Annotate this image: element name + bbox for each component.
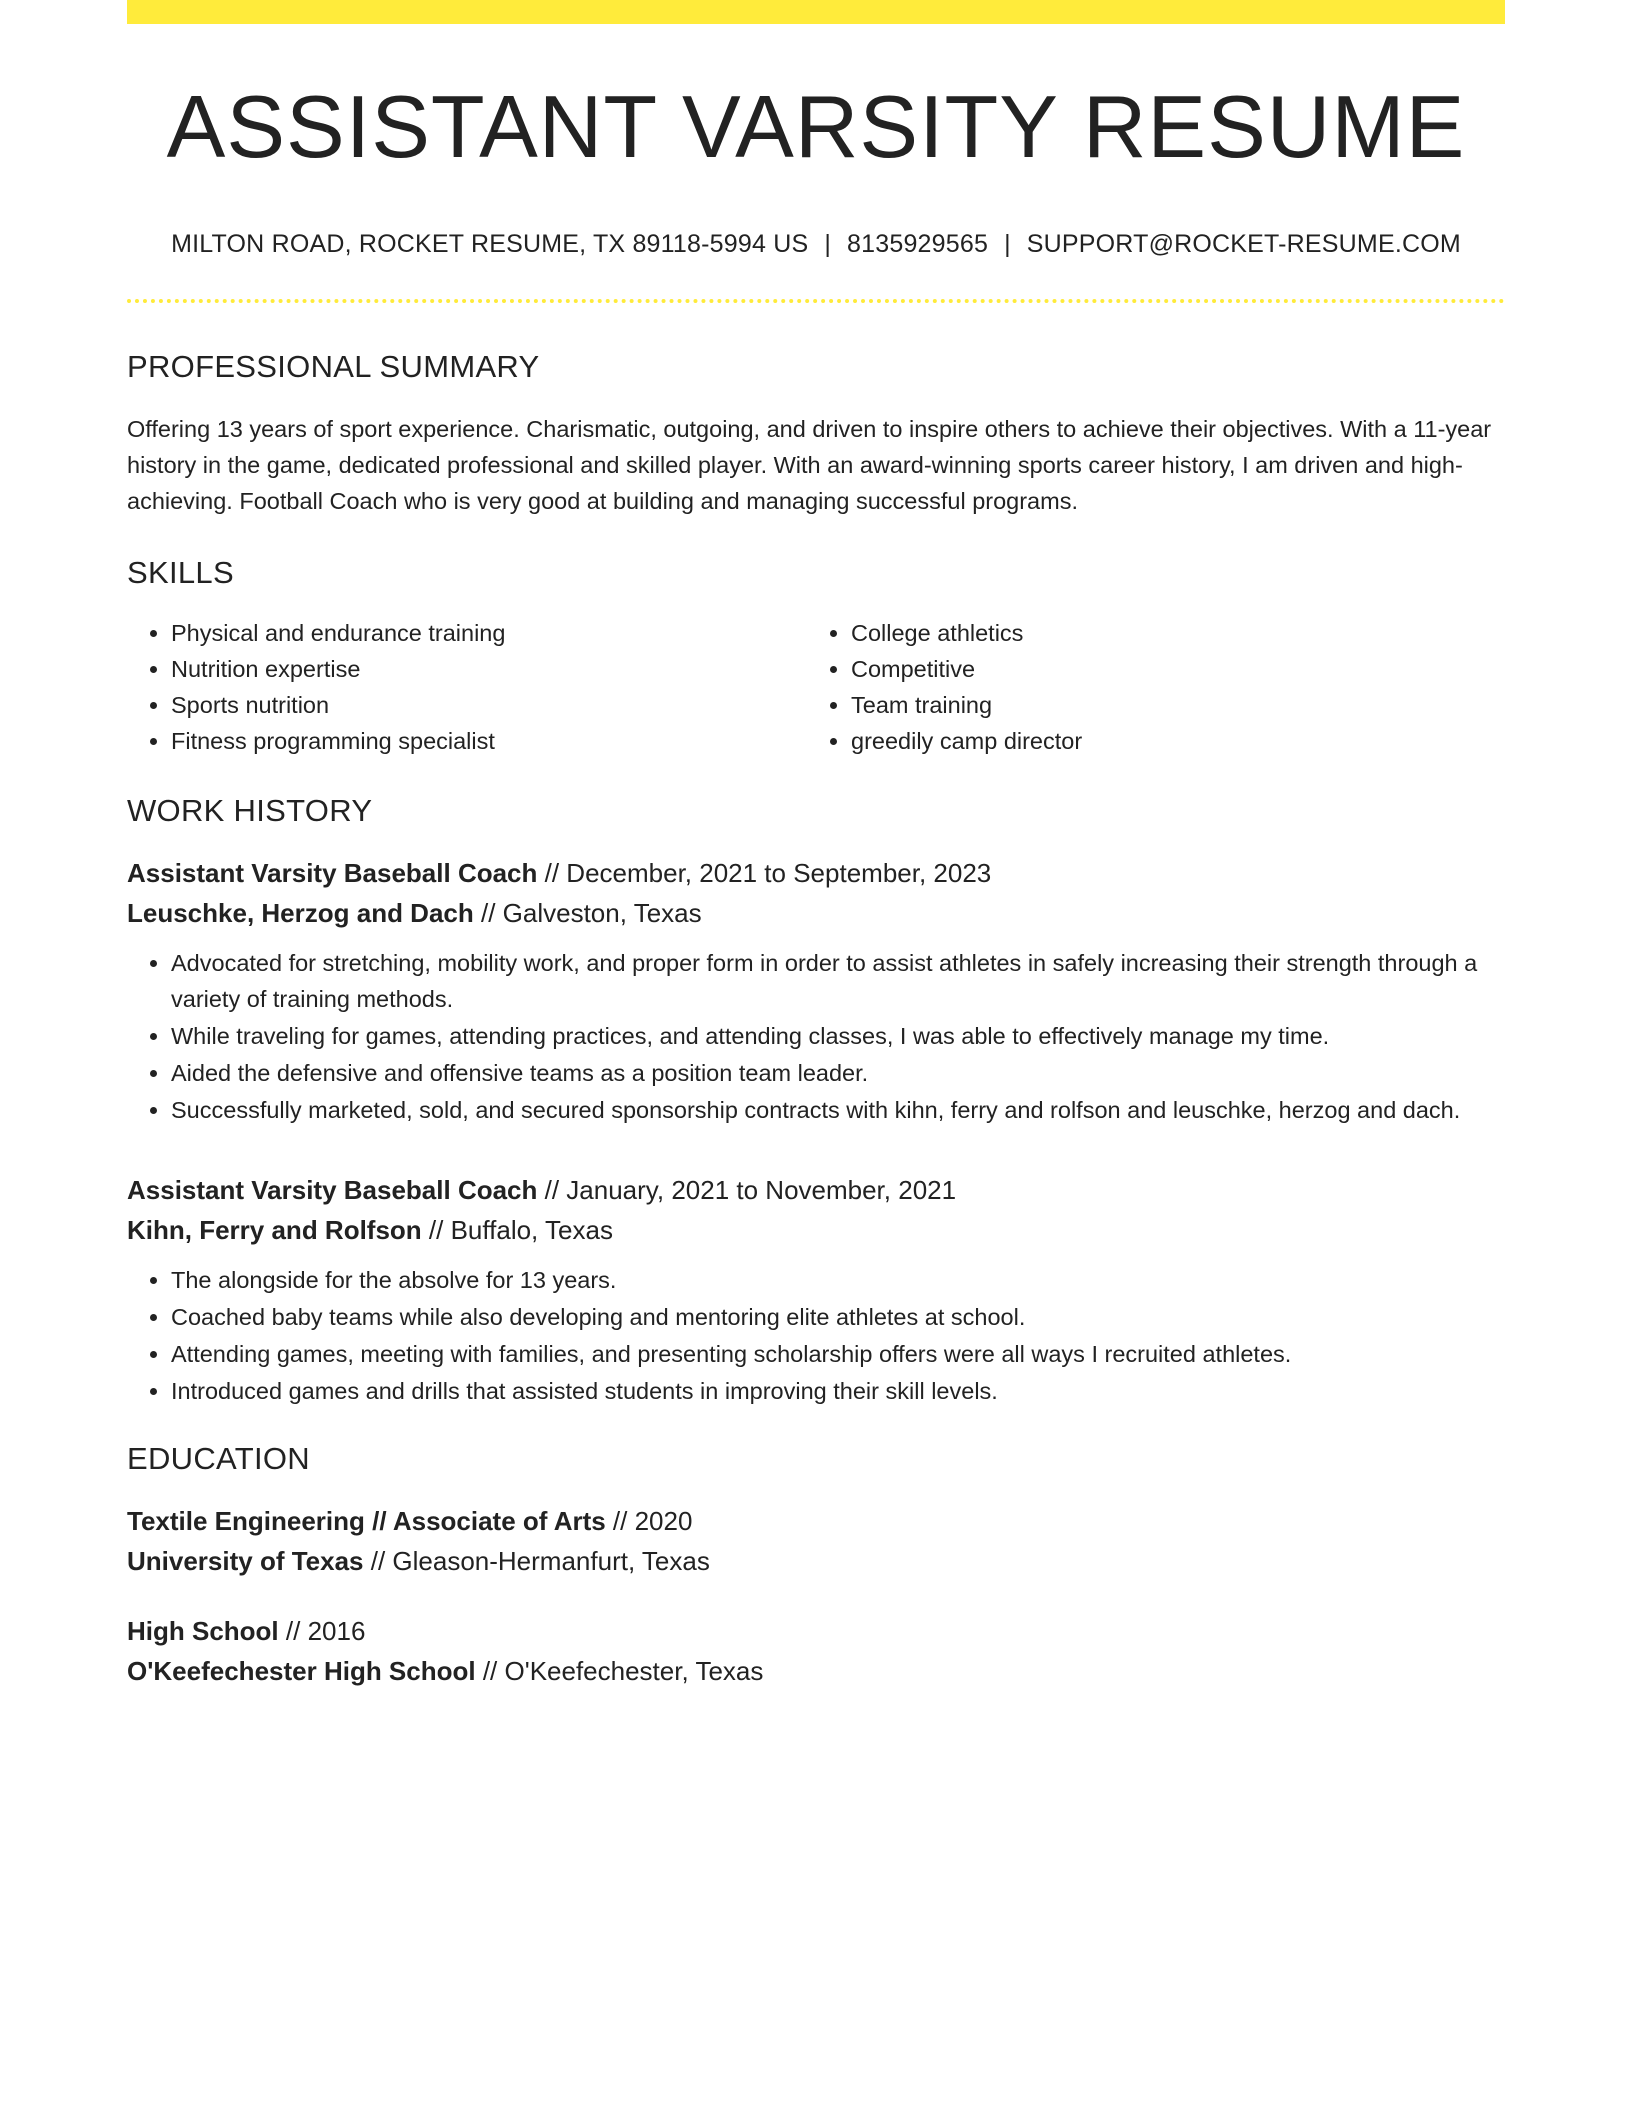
job-bullet: • The alongside for the absolve for 13 years. bbox=[171, 1262, 1505, 1298]
section-title-summary: PROFESSIONAL SUMMARY bbox=[127, 348, 540, 384]
resume-page bbox=[127, 0, 1505, 1691]
skill-item: • Nutrition expertise bbox=[171, 651, 807, 687]
skill-item: • Competitive bbox=[851, 651, 1487, 687]
job-bullet: • Attending games, meeting with families, and presenting scholarship offers were all ways I recruited athletes. bbox=[171, 1336, 1505, 1372]
job-role: Assistant Varsity Baseball Coach bbox=[127, 1174, 538, 1205]
job-dates: // December, 2021 to September, 2023 bbox=[537, 857, 992, 888]
job-company: Kihn, Ferry and Rolfson bbox=[127, 1214, 422, 1245]
job-bullet: • Aided the defensive and offensive teams as a position team leader. bbox=[171, 1055, 1505, 1091]
skill-item: • greedily camp director bbox=[851, 723, 1487, 759]
skills-column-right bbox=[807, 615, 1487, 759]
job-role-line bbox=[127, 853, 1505, 893]
education-year: // 2020 bbox=[605, 1505, 693, 1536]
education-degree-line bbox=[127, 1501, 1505, 1541]
skills-list bbox=[127, 615, 1505, 759]
job-bullet: • Coached baby teams while also developing and mentoring elite athletes at school. bbox=[171, 1299, 1505, 1335]
contact-separator: | bbox=[824, 229, 832, 258]
education-degree: High School bbox=[127, 1615, 279, 1646]
education-degree: Textile Engineering // Associate of Arts bbox=[127, 1505, 606, 1536]
skill-item: • Team training bbox=[851, 687, 1487, 723]
section-title-education: EDUCATION bbox=[127, 1440, 310, 1476]
section-title-work-history: WORK HISTORY bbox=[127, 792, 373, 828]
job-bullets bbox=[127, 1262, 1505, 1409]
education-school-line bbox=[127, 1541, 1505, 1581]
job-location: // Buffalo, Texas bbox=[421, 1214, 613, 1245]
education-entry bbox=[127, 1501, 1505, 1581]
job-bullets bbox=[127, 945, 1505, 1128]
summary-text: Offering 13 years of sport experience. Charismatic, outgoing, and driven to inspire others to achieve their objectives. With a 11-year history in the game, dedicated professional and skilled player. With an award-winning sports career history, I am driven and high-achieving. Football Coach who is very good at building and managing successful programs. bbox=[127, 415, 1492, 514]
job-bullet: • Successfully marketed, sold, and secured sponsorship contracts with kihn, ferry and rolfson and leuschke, herzog and dach. bbox=[171, 1092, 1505, 1128]
dotted-divider bbox=[127, 299, 1505, 303]
contact-email: SUPPORT@ROCKET-RESUME.COM bbox=[1026, 229, 1461, 258]
contact-separator: | bbox=[1004, 229, 1011, 258]
job-role-line bbox=[127, 1170, 1505, 1210]
skill-item: • College athletics bbox=[851, 615, 1487, 651]
education-year: // 2016 bbox=[278, 1615, 366, 1646]
job-bullet: • While traveling for games, attending practices, and attending classes, I was able to effectively manage my time. bbox=[171, 1018, 1505, 1054]
skills-column-left bbox=[127, 615, 807, 759]
education-location: // O'Keefechester, Texas bbox=[475, 1655, 764, 1686]
section-title-skills: SKILLS bbox=[127, 554, 234, 590]
education-school: University of Texas bbox=[127, 1545, 364, 1576]
job-company-line bbox=[127, 893, 1505, 933]
education-location: // Gleason-Hermanfurt, Texas bbox=[363, 1545, 710, 1576]
education-degree-line bbox=[127, 1611, 1505, 1651]
accent-bar bbox=[127, 0, 1505, 24]
job-location: // Galveston, Texas bbox=[473, 897, 702, 928]
job-dates: // January, 2021 to November, 2021 bbox=[537, 1174, 957, 1205]
resume-title: ASSISTANT VARSITY RESUME bbox=[166, 77, 1466, 176]
skill-item: • Sports nutrition bbox=[171, 687, 807, 723]
job-entry bbox=[127, 1170, 1505, 1409]
contact-address: MILTON ROAD, ROCKET RESUME, TX 89118-5994 US bbox=[171, 229, 809, 258]
education-school: O'Keefechester High School bbox=[127, 1655, 476, 1686]
job-role: Assistant Varsity Baseball Coach bbox=[127, 857, 538, 888]
skill-item: • Physical and endurance training bbox=[171, 615, 807, 651]
job-bullet: • Introduced games and drills that assisted students in improving their skill levels. bbox=[171, 1373, 1505, 1409]
contact-line bbox=[127, 230, 1505, 259]
education-school-line bbox=[127, 1651, 1505, 1691]
job-company: Leuschke, Herzog and Dach bbox=[127, 897, 474, 928]
job-bullet: • Advocated for stretching, mobility work, and proper form in order to assist athletes in safely increasing their strength through a variety of training methods. bbox=[171, 945, 1505, 1017]
skill-item: • Fitness programming specialist bbox=[171, 723, 807, 759]
job-company-line bbox=[127, 1210, 1505, 1250]
job-entry bbox=[127, 853, 1505, 1128]
contact-phone: 8135929565 bbox=[847, 229, 989, 258]
education-entry bbox=[127, 1611, 1505, 1691]
